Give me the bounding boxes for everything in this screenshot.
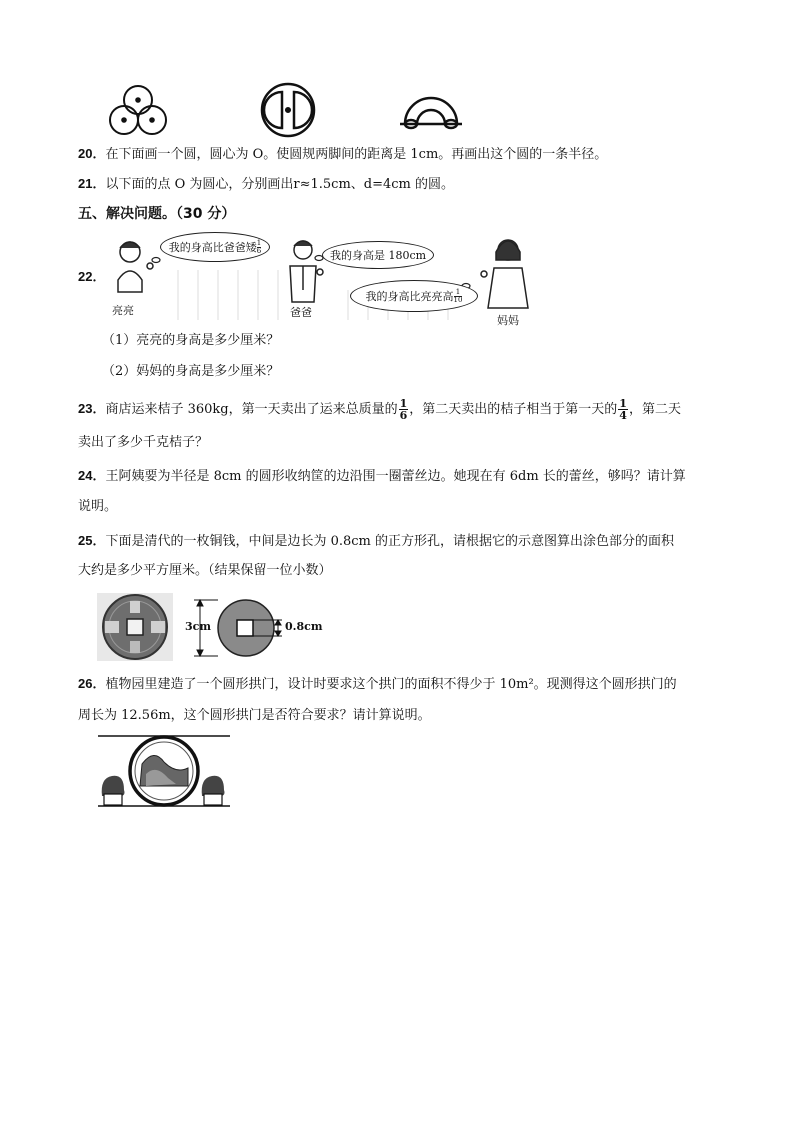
question-text: 在下面画一个圆，圆心为 O。使圆规两脚间的距离是 1cm。再画出这个圆的一条半径。 [105,147,608,162]
question-text: 植物园里建造了一个圆形拱门，设计时要求这个拱门的面积不得少于 10m²。现测得这个圆形拱门的 [105,677,677,692]
question-number: 20． [78,146,106,161]
coin-photo [97,593,173,661]
label-square-side: 0.8cm [285,620,323,633]
question-number: 23． [78,401,106,416]
question-number: 25． [78,533,106,548]
speech-bubble-liangliang [160,232,270,262]
bubble-text: 我的身高比亮亮高 [365,290,454,303]
fraction-denominator: 4 [619,409,627,422]
fraction-numerator: 1 [256,238,262,247]
half-ring-figure [400,98,462,128]
label-mama: 妈妈 [497,314,519,327]
three-circles-figure [110,86,166,134]
question-text: 下面是清代的一枚铜钱，中间是边长为 0.8cm 的正方形孔，请根据它的示意图算出涂色部分的面积 [105,534,675,549]
question-22-sub1: （1）亮亮的身高是多少厘米？ [102,333,280,348]
question-22-sub2: （2）妈妈的身高是多少厘米？ [102,364,280,379]
fraction [399,398,409,421]
fraction-denominator: 10 [453,295,463,304]
question-text: ，第二天 [628,402,681,417]
split-circle-figure [262,84,314,136]
label-diameter: 3cm [185,620,211,633]
fraction [454,289,463,304]
fraction-numerator: 1 [454,289,463,297]
question-20 [78,145,607,164]
fraction-denominator: 6 [399,409,408,422]
question-number: 21． [78,176,106,191]
question-24-line2: 说明。 [78,499,118,514]
question-21 [78,175,454,194]
question-text: 商店运来桔子 360kg，第一天卖出了运来总质量的 [105,402,398,417]
speech-bubble-mama [350,280,478,312]
bubble-text: 我的身高比爸爸矮 [168,241,257,254]
arch-gate-illustration [96,734,232,810]
circle-figures-top [100,78,480,138]
square-hole [237,620,253,636]
question-text: 以下面的点 O 为圆心，分别画出r≈1.5cm、d=4cm 的圆。 [105,177,455,192]
question-25-line2: 大约是多少平方厘米。（结果保留一位小数） [78,563,332,578]
fraction-numerator: 1 [619,397,627,410]
left-flower-pot [102,776,125,805]
question-number: 22． [78,269,106,284]
label-baba: 爸爸 [290,306,312,319]
mama-figure [481,240,528,308]
question-26-line2: 周长为 12.56m，这个圆形拱门是否符合要求？请计算说明。 [78,708,431,723]
question-23 [78,398,681,421]
fraction [257,240,261,255]
bubble-text: 我的身高是 180cm [329,249,427,262]
question-number: 24． [78,468,106,483]
question-24 [78,467,686,486]
question-text: 王阿姨要为半径是 8cm 的圆形收纳筐的边沿围一圈蕾丝边。她现在有 6dm 长的蕾丝，够吗？请计算 [105,469,686,484]
fraction-numerator: 1 [399,397,408,410]
liangliang-figure [118,242,153,292]
question-22-number [78,268,105,287]
section-title: 五、解决问题。（30 分） [78,206,236,222]
question-23-line2: 卖出了多少千克桔子？ [78,435,209,450]
fraction [618,398,628,421]
baba-figure [290,241,323,302]
speech-bubble-baba [322,241,434,269]
question-text: ，第二天卖出的桔子相当于第一天的 [409,402,618,417]
right-flower-pot [202,776,225,805]
question-number: 26． [78,676,106,691]
question-25 [78,532,674,551]
label-liangliang: 亮亮 [112,304,134,317]
question-26 [78,675,677,694]
fraction-denominator: 6 [256,246,262,255]
